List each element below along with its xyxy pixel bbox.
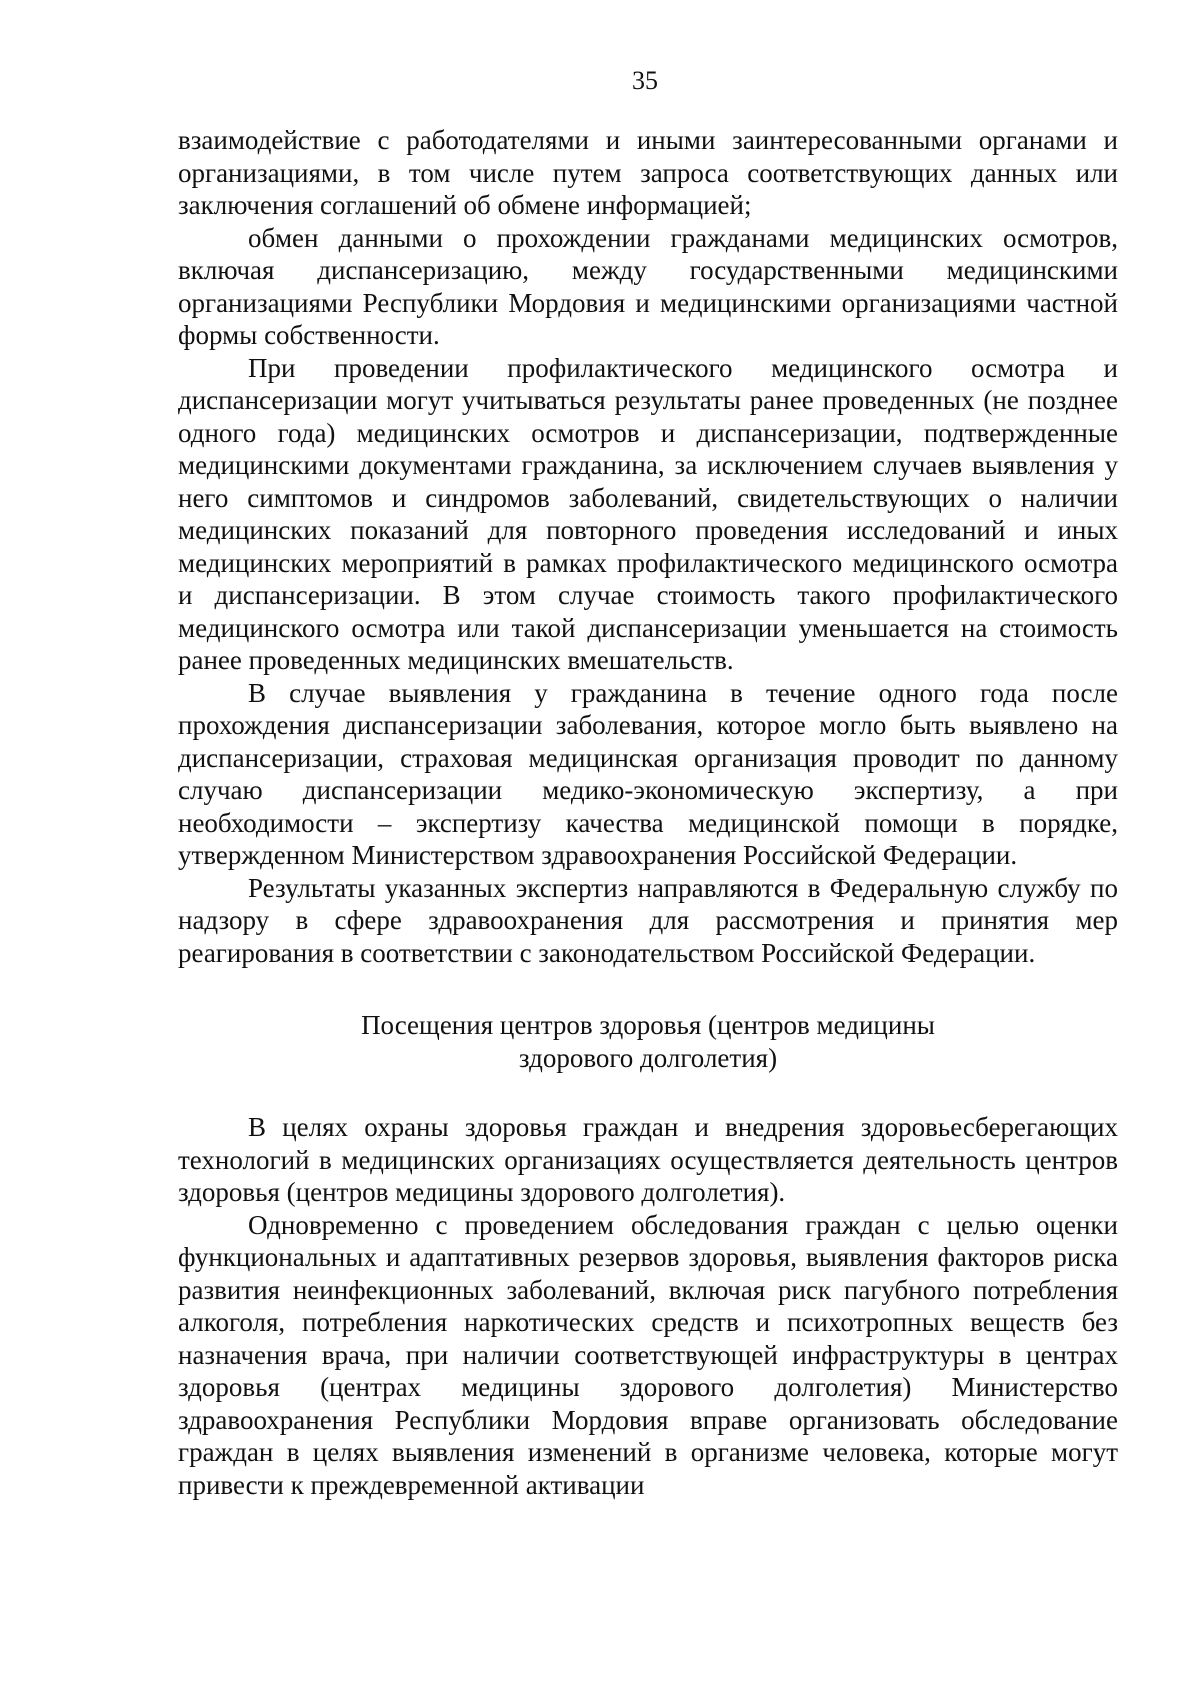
paragraph: обмен данными о прохождении гражданами медицинских осмотров, включая диспансеризацию, между государственными медицинскими организациями Республики Мордовия и медицинскими организациями частной формы собственности. bbox=[178, 222, 1118, 350]
paragraph: В случае выявления у гражданина в течение одного года после прохождения диспансеризации заболевания, которое могло быть выявлено на диспансеризации, страховая медицинская организация проводит по данному случаю диспансеризации медико-экономическую экспертизу, а при необходимости – экспертизу качества медицинской помощи в порядке, утвержденном Министерством здравоохранения Российской Федерации. bbox=[178, 677, 1118, 870]
paragraph: В целях охраны здоровья граждан и внедрения здоровьесберегающих технологий в медицинских организациях осуществляется деятельность центров здоровья (центров медицины здорового долголетия). bbox=[178, 1112, 1118, 1207]
document-body bbox=[178, 124, 1118, 1501]
section-heading bbox=[178, 1009, 1118, 1075]
paragraph: Результаты указанных экспертиз направляются в Федеральную службу по надзору в сфере здравоохранения для рассмотрения и принятия мер реагирования в соответствии с законодательством Российской Федерации. bbox=[178, 872, 1118, 968]
paragraph: При проведении профилактического медицинского осмотра и диспансеризации могут учитываться результаты ранее проведенных (не позднее одного года) медицинских осмотров и диспансеризации, подтвержденные медицинскими документами гражданина, за исключением случаев выявления у него симптомов и синдромов заболеваний, свидетельствующих о наличии медицинских показаний для повторного проведения исследований и иных медицинских мероприятий в рамках профилактического медицинского осмотра и диспансеризации. В этом случае стоимость такого профилактического медицинского осмотра или такой диспансеризации уменьшается на стоимость ранее проведенных медицинских вмешательств. bbox=[178, 352, 1118, 675]
page-number: 35 bbox=[632, 66, 658, 95]
paragraph-continued: взаимодействие с работодателями и иными заинтересованными органами и организациями, в том числе путем запроса соответствующих данных или заключения соглашений об обмене информацией; bbox=[178, 125, 1118, 220]
section-heading-line-1: Посещения центров здоровья (центров медицины bbox=[361, 1010, 935, 1040]
section-heading-line-2: здорового долголетия) bbox=[518, 1043, 778, 1073]
paragraph: Одновременно с проведением обследования граждан с целью оценки функциональных и адаптативных резервов здоровья, выявления факторов риска развития неинфекционных заболеваний, включая риск пагубного потребления алкоголя, потребления наркотических средств и психотропных веществ без назначения врача, при наличии соответствующей инфраструктуры в центрах здоровья (центрах медицины здорового долголетия) Министерство здравоохранения Республики Мордовия вправе организовать обследование граждан в целях выявления изменений в организме человека, которые могут привести к преждевременной активации bbox=[178, 1209, 1118, 1500]
